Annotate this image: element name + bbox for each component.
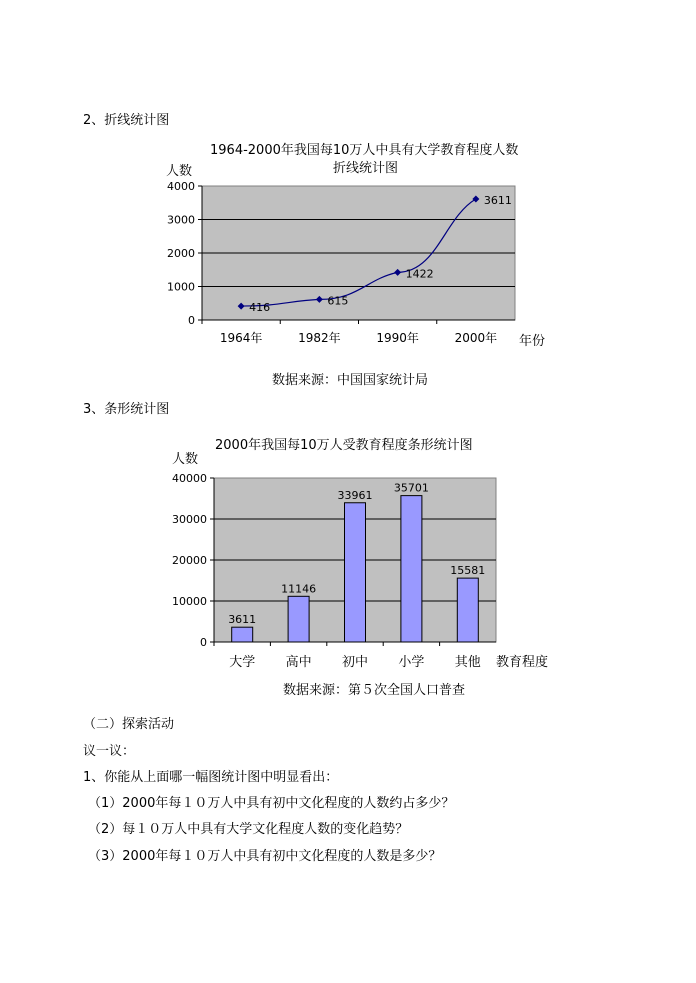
bar: [345, 503, 366, 642]
bar-x-tick-label: 其他: [454, 655, 481, 670]
line-y-tick-label: 2000: [167, 247, 195, 260]
line-y-tick-label: 1000: [167, 280, 195, 294]
line-x-tick-label: 1964年: [219, 331, 263, 345]
bar: [401, 496, 422, 642]
bar-y-tick-label: 30000: [172, 513, 207, 526]
bar-y-tick-label: 20000: [172, 554, 207, 567]
line-chart-title: 1964-2000年我国每10万人中具有大学教育程度人数: [210, 143, 519, 158]
bar-y-tick-label: 10000: [172, 595, 207, 608]
activity-sub: 议一议：: [83, 744, 136, 759]
bar-data-label: 15581: [450, 564, 486, 578]
bar: [288, 596, 309, 642]
line-data-label: 615: [327, 294, 349, 308]
activity-item-2: （2）每１０万人中具有大学文化程度人数的变化趋势？: [88, 822, 409, 837]
activity-heading: （二）探索活动: [83, 717, 175, 732]
line-x-tick-label: 1982年: [298, 331, 341, 345]
bar-x-tick-label: 大学: [229, 655, 256, 670]
line-chart-source: 数据来源：中国国家统计局: [272, 373, 429, 388]
bar-x-tick-label: 高中: [285, 655, 312, 670]
bar-y-tick-label: 0: [200, 636, 207, 649]
line-data-label: 1422: [405, 267, 434, 281]
bar-x-tick-label: 初中: [341, 655, 369, 670]
line-x-tick-label: 2000年: [454, 331, 498, 345]
line-chart-ylabel: 人数: [166, 164, 193, 179]
bar-data-label: 33961: [337, 488, 373, 502]
bar-chart-ylabel: 人数: [172, 452, 199, 467]
line-data-label: 416: [249, 301, 271, 315]
bar: [232, 627, 253, 642]
bar-chart-source: 数据来源：第５次全国人口普查: [283, 683, 466, 698]
line-data-label: 3611: [483, 194, 512, 208]
bar-data-label: 11146: [281, 582, 317, 596]
bar-y-tick-label: 40000: [172, 472, 207, 485]
bar-chart-title: 2000年我国每10万人受教育程度条形统计图: [215, 438, 473, 453]
section-heading-bar-chart: 3、条形统计图: [83, 402, 170, 417]
section-heading-line-chart: 2、折线统计图: [83, 113, 170, 128]
line-y-tick-label: 4000: [167, 180, 195, 193]
activity-question: 1、你能从上面哪一幅图统计图中明显看出：: [83, 770, 339, 785]
bar-data-label: 35701: [393, 481, 429, 495]
bar-x-tick-label: 小学: [398, 655, 425, 670]
line-x-tick-label: 1990年: [376, 331, 419, 345]
bar: [457, 578, 478, 642]
line-y-tick-label: 3000: [167, 213, 195, 227]
activity-item-1: （1）2000年每１０万人中具有初中文化程度的人数约占多少？: [88, 796, 455, 811]
bar-data-label: 3611: [228, 613, 257, 627]
activity-item-3: （3）2000年每１０万人中具有初中文化程度的人数是多少？: [88, 849, 442, 864]
line-chart-xlabel: 年份: [519, 334, 546, 349]
bar-chart-xlabel: 教育程度: [496, 655, 549, 670]
line-chart-subtitle: 折线统计图: [333, 161, 399, 176]
line-y-tick-label: 0: [188, 314, 195, 327]
